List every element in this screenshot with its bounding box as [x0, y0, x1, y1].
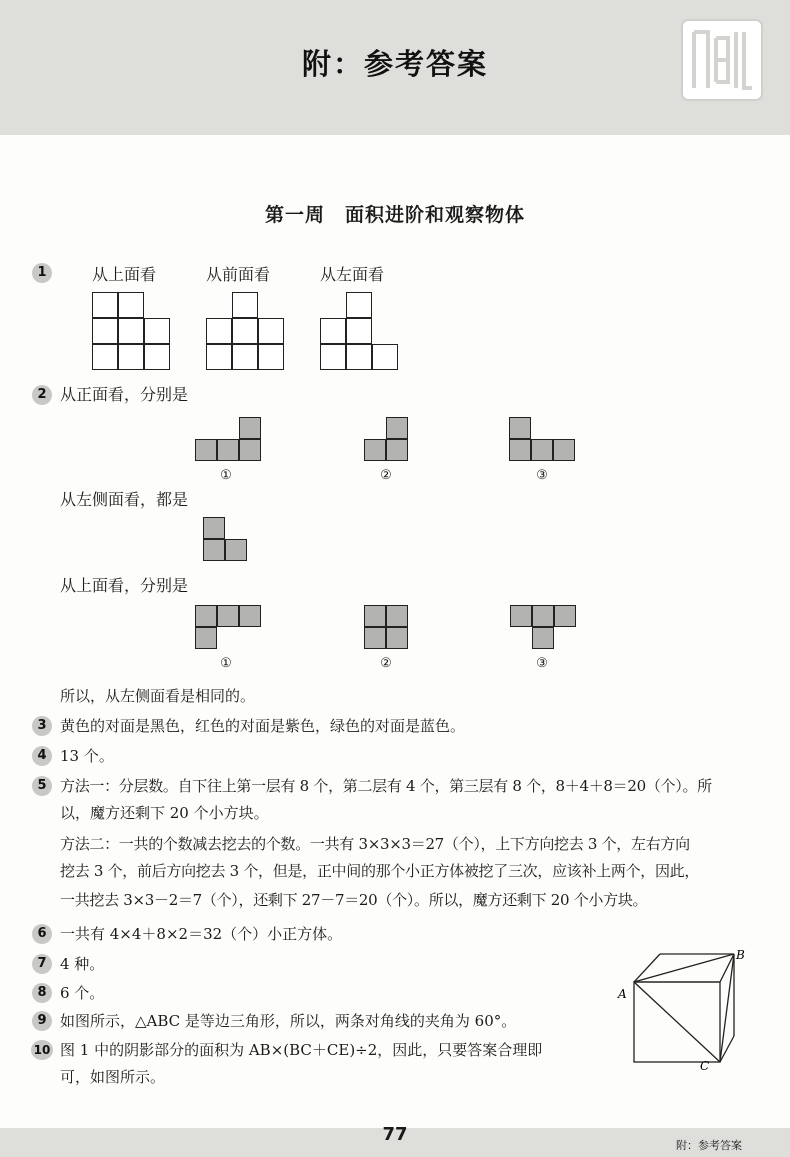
front-view-label: 从正面看，分别是 [60, 385, 189, 404]
question-number: 2 [32, 385, 52, 405]
cube-diagonal-figure [614, 946, 749, 1071]
question-number: 8 [32, 983, 52, 1003]
q8-answer: 6 个。 [60, 984, 105, 1002]
q2-conclusion: 所以，从左侧面看是相同的。 [60, 687, 256, 705]
circled-label: ② [380, 656, 392, 671]
q5-line: 方法二：一共的个数减去挖去的个数。一共有 3×3×3＝27（个），上下方向挖去 3 个，左右方向 [60, 835, 690, 853]
q5-line: 以，魔方还剩下 20 个小方块。 [60, 804, 269, 822]
q5-line: 一共挖去 3×3－2＝7（个），还剩下 27－7＝20（个）。所以，魔方还剩下 20 个小方块。 [60, 891, 648, 909]
q7-answer: 4 种。 [60, 955, 105, 973]
top-view-label: 从上面看，分别是 [60, 576, 189, 595]
page-number: 77 [382, 1124, 408, 1145]
view-label-top: 从上面看 [92, 265, 157, 284]
circled-label: ③ [536, 468, 548, 483]
q4-answer: 13 个。 [60, 747, 114, 765]
q5-line: 方法一：分层数。自下往上第一层有 8 个，第二层有 4 个，第三层有 8 个，8＋4＋8＝20（个）。所 [60, 777, 712, 795]
q5-line: 挖去 3 个，前后方向挖去 3 个，但是，正中间的那个小正方体被挖了三次，应该补上两个，因此， [60, 862, 700, 880]
question-number: 6 [32, 924, 52, 944]
page-title: 附：参考答案 [301, 47, 488, 81]
circled-label: ② [380, 468, 392, 483]
view-label-left: 从左面看 [320, 265, 385, 284]
q6-answer: 一共有 4×4＋8×2＝32（个）小正方体。 [60, 925, 343, 943]
question-number: 5 [32, 776, 52, 796]
circled-label: ① [220, 656, 232, 671]
circled-label: ① [220, 468, 232, 483]
q10-line: 可，如图所示。 [60, 1068, 166, 1086]
question-number: 3 [32, 716, 52, 736]
question-number: 10 [31, 1040, 53, 1060]
circled-label: ③ [536, 656, 548, 671]
left-view-label: 从左侧面看，都是 [60, 490, 189, 509]
question-number: 4 [32, 746, 52, 766]
question-number: 1 [32, 263, 52, 283]
vertex-label-c: C [700, 1059, 710, 1071]
vertex-label-b: B [736, 948, 745, 962]
corner-logo [680, 18, 764, 102]
footer-label: 附：参考答案 [676, 1139, 742, 1152]
q10-line: 图 1 中的阴影部分的面积为 AB×(BC＋CE)÷2，因此，只要答案合理即 [60, 1041, 543, 1059]
view-label-front: 从前面看 [206, 265, 271, 284]
q3-answer: 黄色的对面是黑色，红色的对面是紫色，绿色的对面是蓝色。 [60, 717, 466, 735]
vertex-label-a: A [618, 987, 627, 1001]
question-number: 7 [32, 954, 52, 974]
q9-answer: 如图所示，△ABC 是等边三角形，所以，两条对角线的夹角为 60°。 [60, 1012, 517, 1030]
section-title: 第一周 面积进阶和观察物体 [264, 204, 525, 226]
question-number: 9 [32, 1011, 52, 1031]
